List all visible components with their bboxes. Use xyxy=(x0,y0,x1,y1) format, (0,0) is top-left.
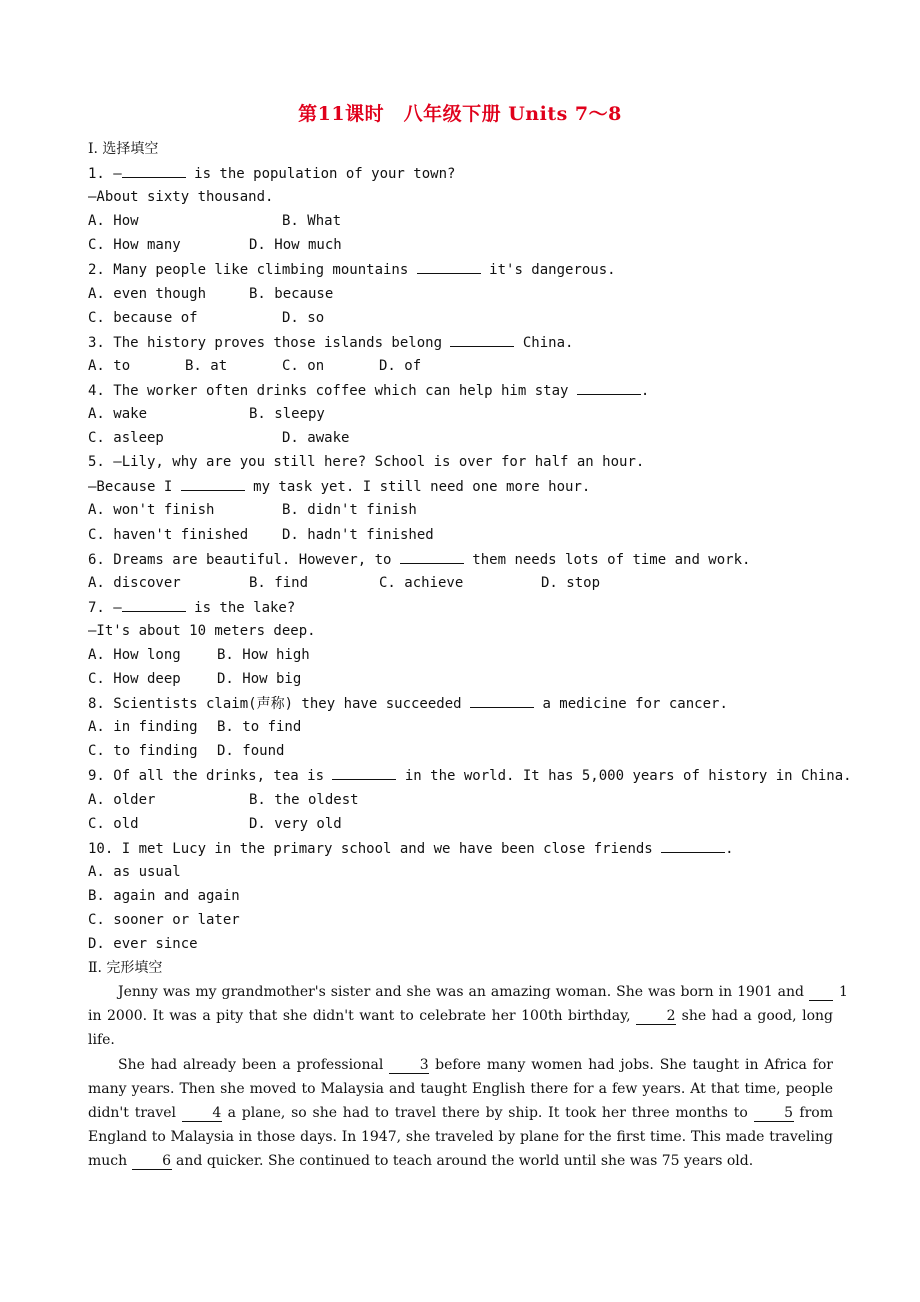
q3-option-d: D. of xyxy=(379,357,422,374)
q7-option-d: D. How big xyxy=(217,671,302,688)
question-1-stem xyxy=(88,161,833,185)
question-8-stem xyxy=(88,691,833,715)
q10-option-d: D. ever since xyxy=(88,936,198,953)
question-8-options-row1 xyxy=(88,715,833,739)
p2-text-d: from England to Malaysia in those days. In 1947, she traveled by plane for the first time. This made traveling much xyxy=(88,1104,833,1169)
q9-option-d: D. very old xyxy=(249,815,342,832)
q10-option-c: C. sooner or later xyxy=(88,912,240,928)
question-1-options-row2 xyxy=(88,233,833,257)
q8-option-d: D. found xyxy=(217,743,285,760)
cloze-blank-4: 4 xyxy=(182,1105,222,1122)
q4-stem-pre: 4. The worker often drinks coffee which can help him stay xyxy=(88,382,577,399)
q5-option-c: C. haven't finished xyxy=(88,526,249,543)
q7-option-a: A. How long xyxy=(88,646,181,663)
q10-stem-post: . xyxy=(725,840,734,857)
question-2-options-row1 xyxy=(88,282,833,306)
question-10-stem xyxy=(88,836,833,860)
q9-option-b: B. the oldest xyxy=(249,791,359,808)
section2-heading: Ⅱ. 完形填空 xyxy=(88,960,163,977)
q5-option-d: D. hadn't finished xyxy=(282,526,434,543)
question-1-reply: —About sixty thousand. xyxy=(88,189,274,206)
q7-option-b: B. How high xyxy=(217,646,310,663)
cloze-passage xyxy=(88,980,848,1173)
question-5-options-row2 xyxy=(88,523,833,547)
q9-stem-post: in the world. It has 5,000 years of history in China. xyxy=(396,768,852,785)
p1-text-b: in 2000. It was a pity that she didn't want to celebrate her 100th birthday, xyxy=(88,1008,637,1025)
q1-option-d: D. How much xyxy=(249,237,342,254)
q8-blank xyxy=(470,691,534,708)
question-4-stem xyxy=(88,378,833,402)
p2-text-a: She had already been a professional xyxy=(118,1056,390,1073)
question-5-options-row1 xyxy=(88,498,833,522)
q9-blank xyxy=(332,763,396,780)
q5-blank xyxy=(181,474,245,491)
q5-reply-post: my task yet. I still need one more hour. xyxy=(244,479,591,496)
question-5-stem: 5. —Lily, why are you still here? School is over for half an hour. xyxy=(88,454,645,471)
q1-option-a: A. How xyxy=(88,213,139,230)
q3-option-b: B. at xyxy=(185,357,228,374)
page-title: 第11课时 八年级下册 Units 7～8 xyxy=(298,103,622,125)
p1-text-c: she had a good, long life. xyxy=(88,1008,833,1049)
q4-stem-post: . xyxy=(640,382,650,399)
question-2-stem xyxy=(88,257,833,281)
cloze-blank-3: 3 xyxy=(389,1057,429,1074)
question-7-stem xyxy=(88,595,833,619)
q1-blank xyxy=(122,161,186,178)
question-7-options-row2 xyxy=(88,667,833,691)
q5-option-a: A. won't finish xyxy=(88,502,215,519)
question-7-options-row1 xyxy=(88,643,833,667)
section1-heading: Ⅰ. 选择填空 xyxy=(88,141,159,157)
q1-stem-post: is the population of your town? xyxy=(185,166,456,183)
q4-blank xyxy=(577,378,641,395)
exercise-content xyxy=(88,137,852,1173)
q3-blank xyxy=(450,330,514,347)
cloze-blank-5: 5 xyxy=(754,1105,794,1122)
q4-option-a: A. wake xyxy=(88,406,148,423)
question-6-stem xyxy=(88,547,833,571)
q7-option-c: C. How deep xyxy=(88,671,181,688)
q1-stem-pre: 1. — xyxy=(88,166,122,183)
q6-blank xyxy=(400,547,464,564)
q8-stem-pre: 8. Scientists claim(声称) they have succeeded xyxy=(88,696,471,713)
q5-option-b: B. didn't finish xyxy=(282,502,417,519)
question-5-reply xyxy=(88,474,833,498)
question-4-options-row1 xyxy=(88,402,833,426)
q4-option-d: D. awake xyxy=(282,430,350,447)
question-9-stem xyxy=(88,763,852,787)
question-3-options xyxy=(88,354,833,378)
q9-stem-pre: 9. Of all the drinks, tea is xyxy=(88,768,333,785)
q8-stem-post: a medicine for cancer. xyxy=(534,696,728,713)
q10-blank xyxy=(661,836,725,853)
cloze-blank-1: 1 xyxy=(809,984,833,1001)
p2-text-e: and quicker. She continued to teach around the world until she was 75 years old. xyxy=(171,1152,754,1169)
q2-blank xyxy=(417,257,481,274)
question-9-options-row1 xyxy=(88,788,833,812)
p1-text-a: Jenny was my grandmother's sister and she was an amazing woman. She was born in 1901 and xyxy=(118,984,809,1001)
q1-option-b: B. What xyxy=(282,213,342,230)
q5-reply-pre: —Because I xyxy=(88,479,181,496)
q2-stem-post: it's dangerous. xyxy=(480,262,616,279)
q6-option-d: D. stop xyxy=(541,574,601,591)
q9-option-c: C. old xyxy=(88,815,139,832)
question-7-reply: —It's about 10 meters deep. xyxy=(88,622,316,639)
q3-stem-post: China. xyxy=(514,334,574,351)
q8-option-a: A. in finding xyxy=(88,719,198,736)
q10-stem-pre: 10. I met Lucy in the primary school and we have been close friends xyxy=(88,840,662,857)
q2-option-a: A. even though xyxy=(88,285,207,302)
p2-text-b: before many women had jobs. She taught in Africa for many years. Then she moved to Malaysia and taught English there for a few years. At that time, people didn't travel xyxy=(88,1056,833,1121)
q2-option-d: D. so xyxy=(282,309,325,326)
question-9-options-row2 xyxy=(88,812,833,836)
q7-blank xyxy=(122,595,186,612)
question-6-options xyxy=(88,571,833,595)
q6-stem-post: them needs lots of time and work. xyxy=(463,551,751,568)
q3-option-c: C. on xyxy=(282,357,325,374)
q6-option-b: B. find xyxy=(249,574,309,591)
q2-option-c: C. because of xyxy=(88,309,198,326)
question-8-options-row2 xyxy=(88,739,833,763)
q3-option-a: A. to xyxy=(88,357,131,374)
q6-option-c: C. achieve xyxy=(379,574,464,591)
q8-option-c: C. to finding xyxy=(88,743,198,760)
q2-stem-pre: 2. Many people like climbing mountains xyxy=(88,262,417,279)
question-3-stem xyxy=(88,330,833,354)
q2-option-b: B. because xyxy=(249,285,334,302)
q4-option-c: C. asleep xyxy=(88,430,164,447)
q6-option-a: A. discover xyxy=(88,574,181,591)
q10-option-a: A. as usual xyxy=(88,863,181,880)
q10-option-b: B. again and again xyxy=(88,887,240,904)
cloze-blank-6: 6 xyxy=(132,1153,172,1170)
cloze-paragraph-1 xyxy=(88,980,848,1052)
question-2-options-row2 xyxy=(88,306,833,330)
q7-stem-pre: 7. — xyxy=(88,599,122,616)
q9-option-a: A. older xyxy=(88,791,156,808)
q6-stem-pre: 6. Dreams are beautiful. However, to xyxy=(88,551,400,568)
q8-option-b: B. to find xyxy=(217,719,302,736)
q1-option-c: C. How many xyxy=(88,237,181,254)
cloze-paragraph-2 xyxy=(88,1053,833,1173)
question-4-options-row2 xyxy=(88,426,833,450)
q7-stem-post: is the lake? xyxy=(185,599,296,616)
question-1-options-row1 xyxy=(88,209,833,233)
p2-text-c: a plane, so she had to travel there by ship. It took her three months to xyxy=(221,1104,754,1121)
cloze-blank-2: 2 xyxy=(636,1008,676,1025)
q4-option-b: B. sleepy xyxy=(249,406,325,423)
q3-stem-pre: 3. The history proves those islands belong xyxy=(88,334,451,351)
